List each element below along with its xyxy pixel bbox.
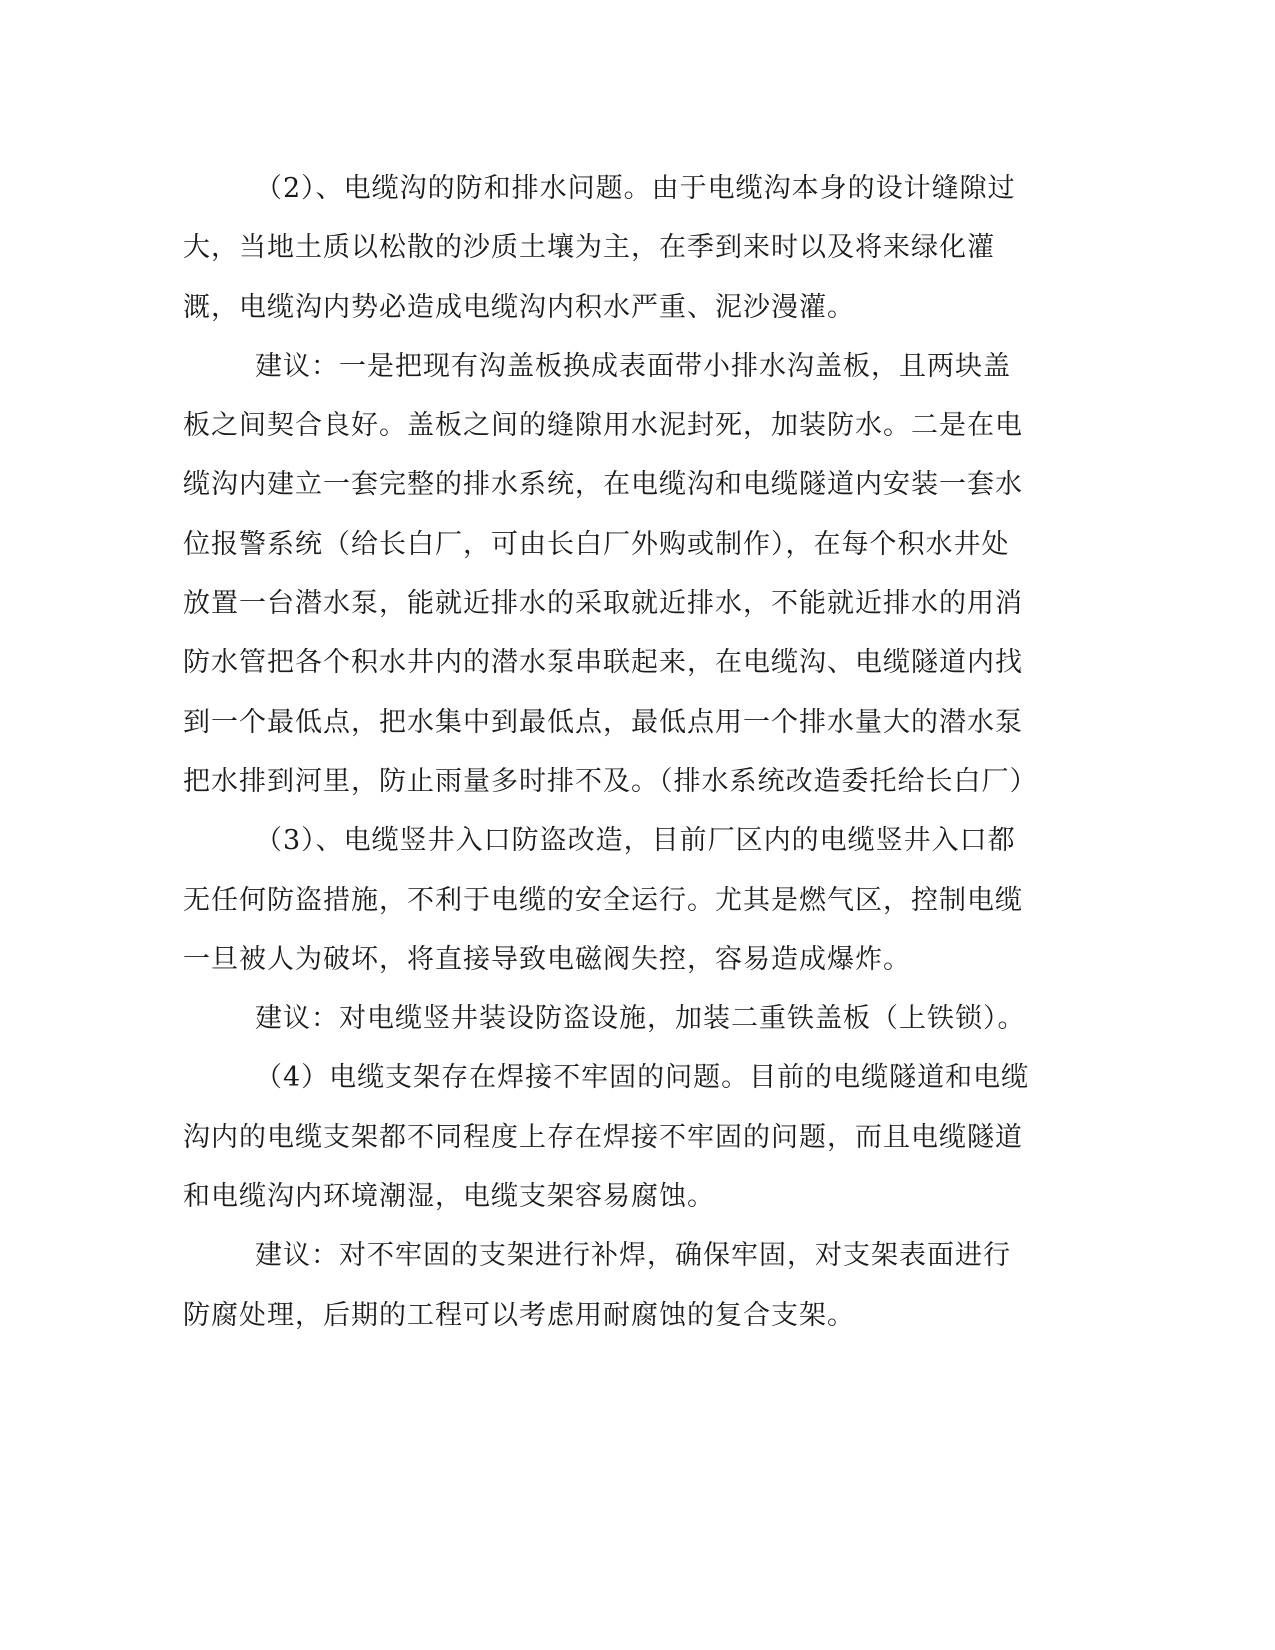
- paragraph-support-suggestion: 建议：对不牢固的支架进行补焊，确保牢固，对支架表面进行防腐处理，后期的工程可以考虑用耐腐蚀的复合支架。: [183, 1240, 1011, 1331]
- paragraph-anti-theft-suggestion: 建议：对电缆竖井装设防盗设施，加装二重铁盖板（上铁锁）。: [255, 1003, 1026, 1035]
- document-body: [183, 159, 1038, 1345]
- paragraph-cable-trench-drainage: （2）、电缆沟的防和排水问题。由于电缆沟本身的设计缝隙过大，当地土质以松散的沙质土壤为主，在季到来时以及将来绿化灌溉，电缆沟内势必造成电缆沟内积水严重、泥沙漫灌。: [183, 173, 1016, 323]
- paragraph-cable-support-welding: （4）电缆支架存在焊接不牢固的问题。目前的电缆隧道和电缆沟内的电缆支架都不同程度上存在焊接不牢固的问题，而且电缆隧道和电缆沟内环境潮湿，电缆支架容易腐蚀。: [183, 1062, 1030, 1213]
- paragraph-shaft-anti-theft: （3）、电缆竖井入口防盗改造，目前厂区内的电缆竖井入口都无任何防盗措施，不利于电缆的安全运行。尤其是燃气区，控制电缆一旦被人为破坏，将直接导致电磁阀失控，容易造成爆炸。: [183, 825, 1023, 975]
- paragraph-drainage-suggestion: 建议：一是把现有沟盖板换成表面带小排水沟盖板，且两块盖板之间契合良好。盖板之间的缝隙用水泥封死，加装防水。二是在电缆沟内建立一套完整的排水系统，在电缆沟和电缆隧道内安装一套水位报警系统（给长白厂，可由长白厂外购或制作），在每个积水井处放置一台潜水泵，能就近排水的采取就近排水，不能就近排水的用消防水管把各个积水井内的潜水泵串联起来，在电缆沟、电缆隧道内找到一个最低点，把水集中到最低点，最低点用一个排水量大的潜水泵把水排到河里，防止雨量多时排不及。（排水系统改造委托给长白厂）: [183, 350, 1038, 797]
